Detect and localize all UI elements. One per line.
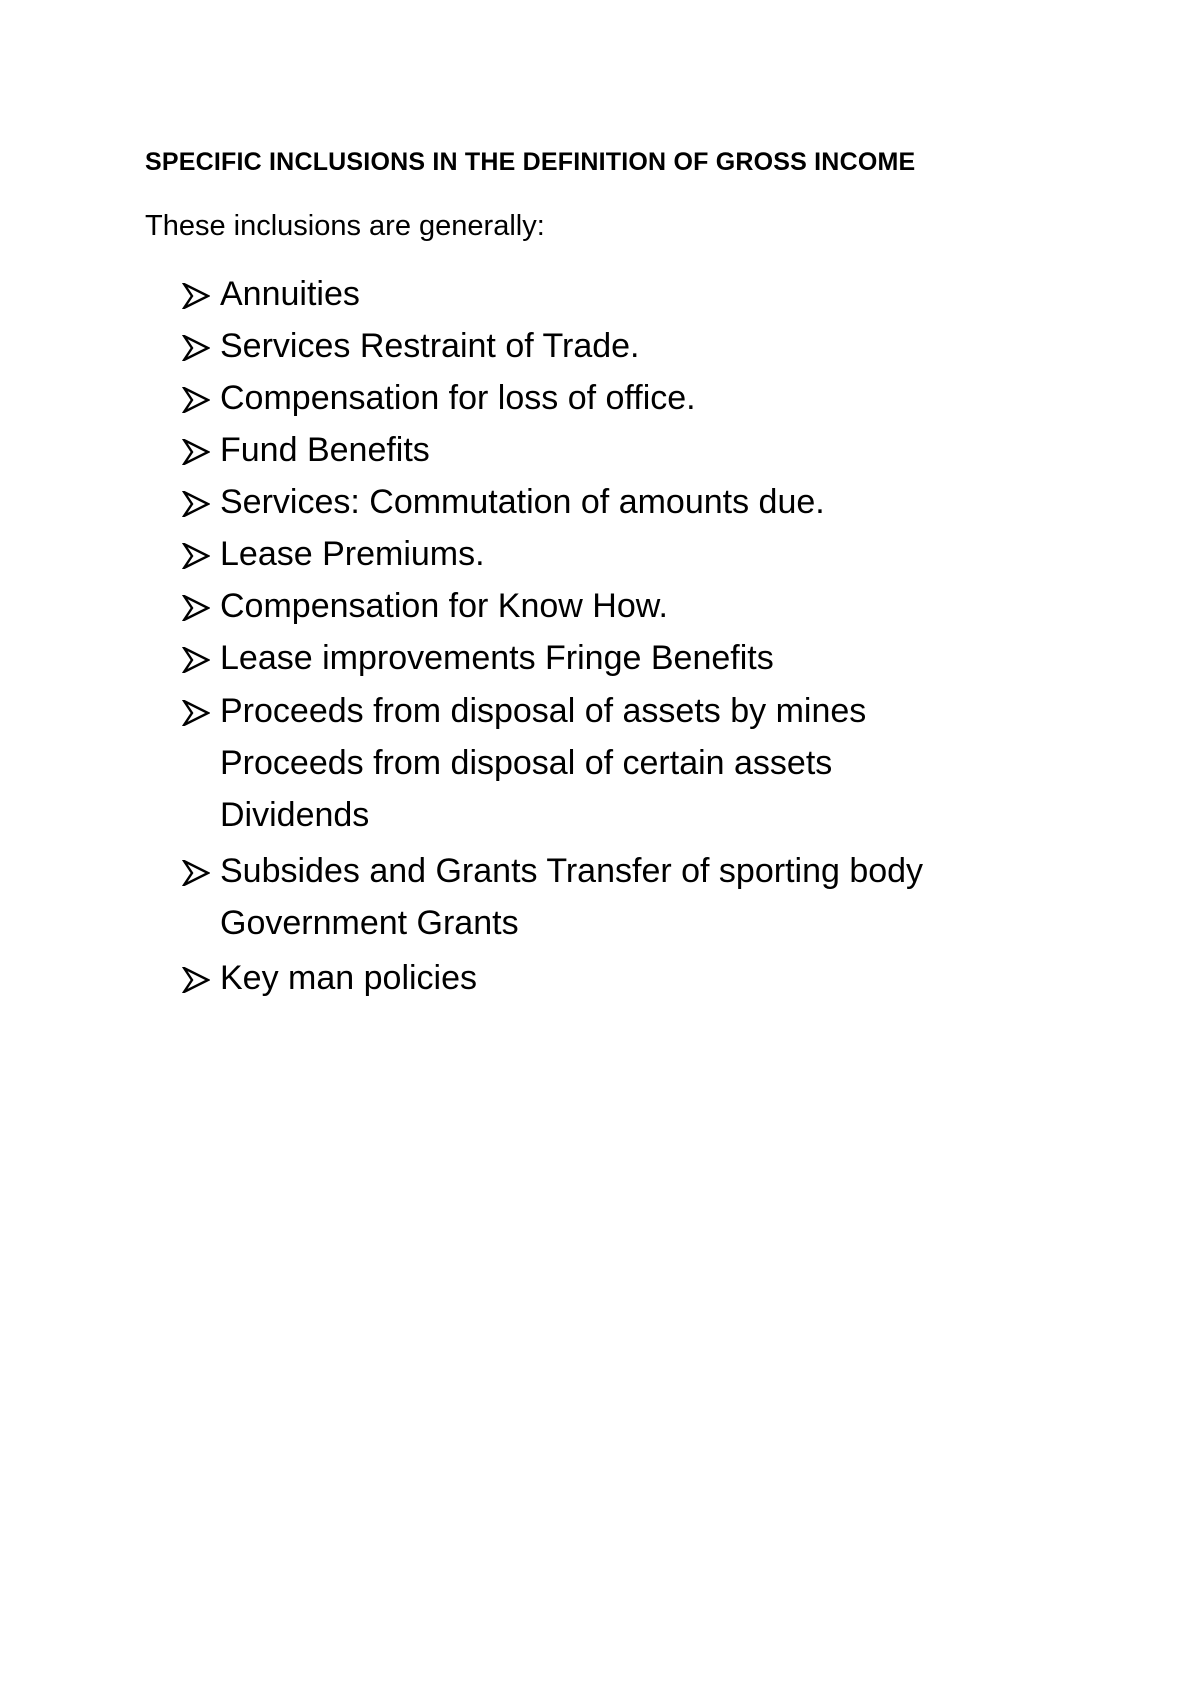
arrow-bullet-icon (182, 647, 210, 673)
list-item-text: Compensation for Know How. (220, 587, 668, 625)
list-item-text: Lease improvements Fringe Benefits (220, 639, 774, 677)
arrow-bullet-icon (182, 543, 210, 569)
arrow-bullet-icon (182, 700, 210, 726)
list-item-text: Proceeds from disposal of assets by mines (220, 692, 867, 730)
list-item-text: Proceeds from disposal of certain assets (220, 744, 833, 782)
list-item-text: Services Restraint of Trade. (220, 327, 640, 365)
list-item-text: Annuities (220, 275, 360, 313)
arrow-bullet-icon (182, 335, 210, 361)
arrow-bullet-icon (182, 860, 210, 886)
list-item-text: Lease Premiums. (220, 535, 485, 573)
list-item-text: Dividends (220, 796, 370, 834)
document-heading: SPECIFIC INCLUSIONS IN THE DEFINITION OF GROSS INCOME (145, 148, 916, 176)
list-item-text: Compensation for loss of office. (220, 379, 696, 417)
list-item-text: Government Grants (220, 904, 519, 942)
list-item-text: Fund Benefits (220, 431, 430, 469)
arrow-bullet-icon (182, 967, 210, 993)
intro-text: These inclusions are generally: (145, 210, 545, 242)
list-item-text: Subsides and Grants Transfer of sporting body (220, 852, 924, 890)
arrow-bullet-icon (182, 439, 210, 465)
arrow-bullet-icon (182, 387, 210, 413)
arrow-bullet-icon (182, 491, 210, 517)
arrow-bullet-icon (182, 595, 210, 621)
list-item-text: Key man policies (220, 959, 478, 997)
arrow-bullet-icon (182, 283, 210, 309)
list-item-text: Services: Commutation of amounts due. (220, 483, 825, 521)
